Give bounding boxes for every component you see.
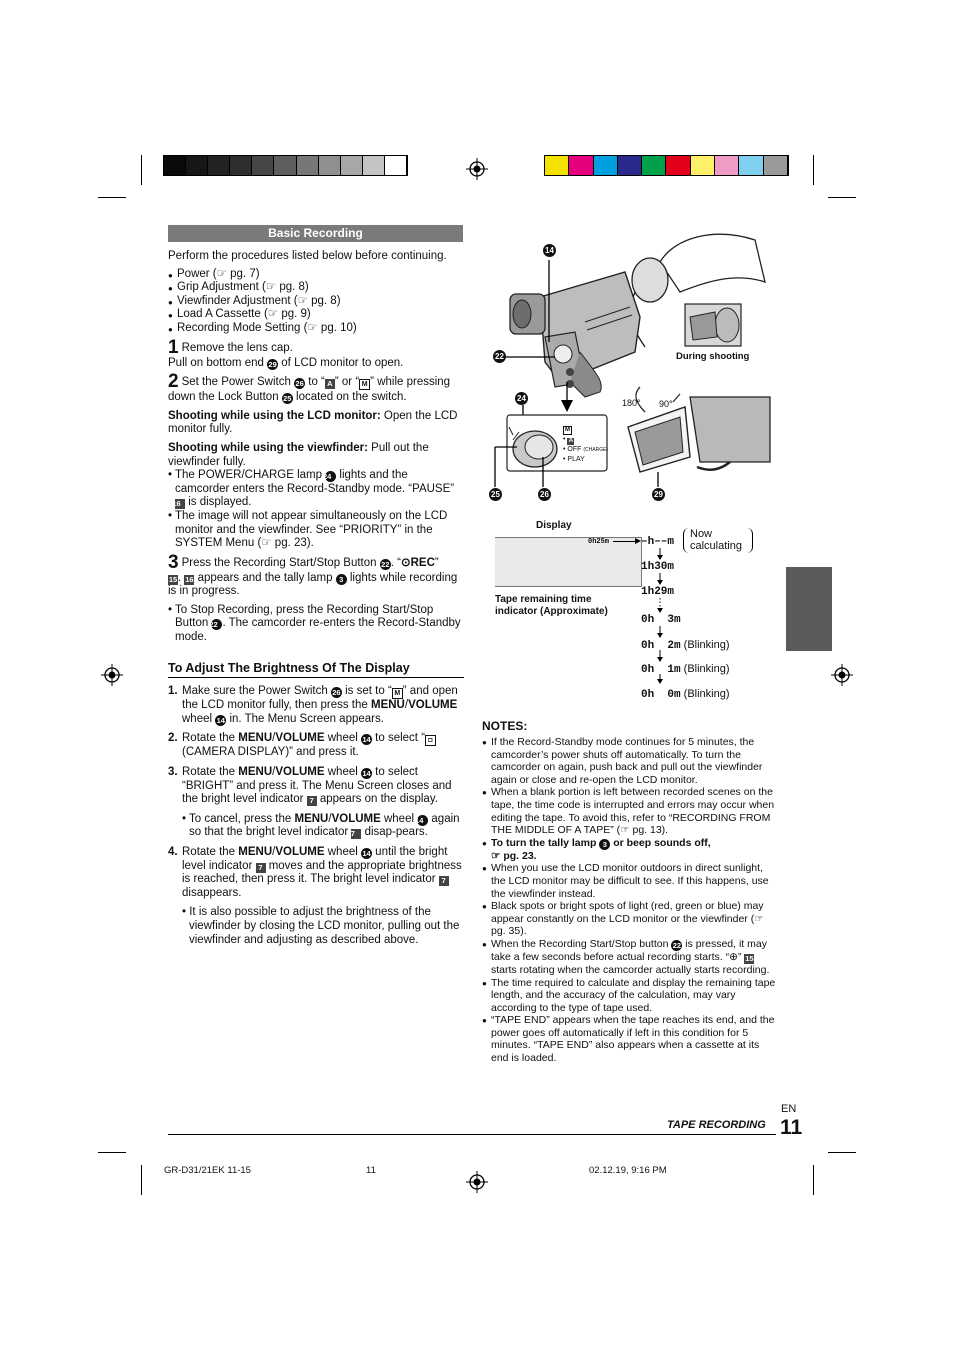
tape-row: 0h 0m (Blinking) xyxy=(641,688,730,701)
step-1: 1 Remove the lens cap. Pull on bottom end 29 of LCD monitor to open. xyxy=(168,336,404,369)
viewfinder-note-2: • The image will not appear simultaneously on the LCD monitor and the viewfinder. See “PRIORITY” in the SYSTEM Menu (☞ pg. 23). xyxy=(168,509,448,550)
note-item: ● “TAPE END” appears when the tape reaches its end, and the power goes off automatically if left in this condition for 5 minutes. “TAPE END” also appears when a cassette at its end is loaded. xyxy=(482,1014,777,1064)
tape-row: –h––m xyxy=(641,536,675,548)
viewfinder-note-1: • The POWER/CHARGE lamp 24 lights and the camcorder enters the Record-Standby mode. “PAUSE” 16 is displayed. xyxy=(168,469,455,509)
callout-26: 26 xyxy=(538,488,551,501)
registration-mark-icon xyxy=(831,664,853,686)
note-item: ● The time required to calculate and display the remaining tape length, and the accuracy of the calculation, may vary according to the type of tape used. xyxy=(482,977,777,1015)
footer-section: TAPE RECORDING xyxy=(667,1119,766,1131)
lcd-shooting-para: Shooting while using the LCD monitor: Open the LCD monitor fully. xyxy=(168,409,458,436)
brightness-step-4: 4. Rotate the MENU/VOLUME wheel 14 until the bright level indicator 7 moves and the appropriate brightness is reached, then press it. The bright level indicator 7 disappears. xyxy=(168,846,462,899)
color-swatch xyxy=(252,156,274,175)
list-item: ● Recording Mode Setting (☞ pg. 10) xyxy=(168,322,464,336)
callout-22: 22 xyxy=(493,350,506,363)
color-swatch xyxy=(569,156,593,175)
section-thumb-tab xyxy=(786,567,832,651)
tape-arrows xyxy=(655,546,665,686)
callout-25: 25 xyxy=(489,488,502,501)
callout-24: 24 xyxy=(515,392,528,405)
crop-mark xyxy=(98,197,126,198)
crop-mark xyxy=(141,155,142,185)
tape-row: 1h29m xyxy=(641,586,675,598)
crop-mark xyxy=(828,197,856,198)
note-item: ● Black spots or bright spots of light (red, green or blue) may appear constantly on the LCD monitor or the viewfinder (☞ pg. 35). xyxy=(482,900,777,938)
angle-180-label: 180° xyxy=(622,398,641,408)
registration-mark-icon xyxy=(101,664,123,686)
page-ref-icon: ☞ xyxy=(267,308,279,321)
crop-mark xyxy=(141,1165,142,1195)
note-item: ● If the Record-Standby mode continues for 5 minutes, the camcorder’s power shuts off automatically. To turn the camcorder on again, push back and pull out the viewfinder again or close and re-open the LCD monitor. xyxy=(482,736,777,786)
notes-title: NOTES: xyxy=(482,719,528,733)
rotate-icon: ⊕ xyxy=(729,950,738,963)
stop-recording-note: • To Stop Recording, press the Recording Start/Stop Button 22 . The camcorder re-enters the Record-Standby mode. xyxy=(168,603,461,644)
intro-text: Perform the procedures listed below before continuing. xyxy=(168,250,447,262)
color-swatch xyxy=(319,156,341,175)
color-swatch xyxy=(764,156,788,175)
brightness-step-2: 2. Rotate the MENU/VOLUME wheel 14 to select “ ◘ (CAMERA DISPLAY)” and press it. xyxy=(168,732,464,760)
color-swatch xyxy=(230,156,252,175)
display-screen-value: 0h25m xyxy=(588,538,610,546)
color-swatch xyxy=(545,156,569,175)
note-item: ● When the Recording Start/Stop button 22 is pressed, it may take a few seconds before actual recording starts. “⊕” 15 starts rotating when the camcorder actually starts recording. xyxy=(482,938,777,977)
step-2: 2 Set the Power Switch 26 to “ A ” or “ M ” while pressing down the Lock Button 25 located on the switch. xyxy=(168,371,451,404)
callout-14: 14 xyxy=(543,244,556,257)
color-swatch xyxy=(297,156,319,175)
section-title: Basic Recording xyxy=(168,225,463,242)
rec-indicator: ⊙REC xyxy=(400,556,435,569)
page-ref-icon: ☞ xyxy=(261,537,272,550)
note-item: ● When a blank portion is left between recorded scenes on the tape, the time code is interrupted and errors may occur when editing the tape. To avoid this, refer to “RECORDING FROM THE MIDDLE OF A TAPE” (☞ pg. 13). xyxy=(482,786,777,836)
color-swatch xyxy=(715,156,739,175)
print-file: GR-D31/21EK 11-15 xyxy=(164,1165,251,1176)
camera-display-icon: ◘ xyxy=(425,735,436,746)
page-ref-icon: ☞ xyxy=(754,912,764,925)
brightness-step-1: 1. Make sure the Power Switch 26 is set to “ M ” and open the LCD monitor fully, then press the MENU/VOLUME wheel 14 in. The Menu Screen appears. xyxy=(168,685,458,725)
page-ref-icon: ☞ xyxy=(307,321,318,334)
list-item: ● Viewfinder Adjustment (☞ pg. 8) xyxy=(168,295,464,309)
viewfinder-brightness-note: • It is also possible to adjust the brightness of the viewfinder by closing the LCD monitor, pulling out the viewfinder and adjusting as described above. xyxy=(182,906,460,946)
page-ref-icon: ☞ xyxy=(620,824,630,837)
camcorder-illustration xyxy=(485,222,775,512)
callout-29: 29 xyxy=(652,488,665,501)
page-ref-icon: ☞ xyxy=(265,281,277,294)
left-column xyxy=(168,250,464,947)
prereq-list xyxy=(168,268,464,336)
color-swatch xyxy=(274,156,296,175)
step-3: 3 Press the Recording Start/Stop Button 22. “⊙REC” 15. 16 appears and the tally lamp 3 lights while recording is in progress. xyxy=(168,551,458,598)
print-sheet: 11 xyxy=(366,1165,376,1176)
color-swatch xyxy=(186,156,208,175)
display-label: Display xyxy=(536,520,572,531)
registration-mark-icon xyxy=(466,158,488,180)
print-date: 02.12.19, 9:16 PM xyxy=(589,1165,667,1176)
color-swatch xyxy=(618,156,642,175)
angle-90-label: 90° xyxy=(659,399,673,409)
crop-mark xyxy=(98,1152,126,1153)
list-item: ● Grip Adjustment (☞ pg. 8) xyxy=(168,281,464,295)
auto-mode-icon: A xyxy=(325,379,335,389)
color-swatch xyxy=(594,156,618,175)
grayscale-color-bar xyxy=(163,155,408,176)
viewfinder-shooting-para: Shooting while using the viewfinder: Pull out the viewfinder fully. xyxy=(168,441,429,468)
color-swatch xyxy=(642,156,666,175)
page-ref-icon: ☞ xyxy=(216,267,227,280)
footer-rule xyxy=(168,1134,776,1135)
registration-mark-icon xyxy=(466,1171,488,1193)
page-ref-icon: ☞ xyxy=(491,849,501,862)
brightness-step-3: 3. Rotate the MENU/VOLUME wheel 14 to select “BRIGHT” and press it. The Menu Screen closes and the bright level indicator 7 appears on the display. xyxy=(168,766,452,806)
color-swatch xyxy=(363,156,385,175)
note-item: ● To turn the tally lamp 3 or beep sounds off, ☞ pg. 23. xyxy=(482,837,777,863)
brightness-title: To Adjust The Brightness Of The Display xyxy=(168,662,464,679)
brightness-cancel-note: • To cancel, press the MENU/VOLUME wheel 14 again so that the bright level indicator 7 disap-pears. xyxy=(182,812,460,839)
page-ref-icon: ☞ xyxy=(297,294,308,307)
color-swatch xyxy=(739,156,763,175)
process-color-bar xyxy=(544,155,789,176)
power-switch-labels: M • A • OFF (CHARGE) • PLAY xyxy=(563,427,609,463)
notes-list xyxy=(482,736,777,1065)
tape-row: 0h 1m (Blinking) xyxy=(641,663,730,676)
color-swatch xyxy=(341,156,363,175)
color-swatch xyxy=(691,156,715,175)
color-swatch xyxy=(208,156,230,175)
list-item: ● Power (☞ pg. 7) xyxy=(168,268,464,282)
color-swatch xyxy=(164,156,186,175)
crop-mark xyxy=(813,155,814,185)
color-swatch xyxy=(385,156,407,175)
tape-row: 1h30m xyxy=(641,561,675,573)
list-item: ● Load A Cassette (☞ pg. 9) xyxy=(168,308,464,322)
display-arrow xyxy=(613,541,637,542)
during-shooting-label: During shooting xyxy=(676,351,750,362)
tape-indicator-label: Tape remaining time indicator (Approximate) xyxy=(495,594,608,617)
language-label: EN xyxy=(781,1103,797,1115)
crop-mark xyxy=(828,1152,856,1153)
note-item: ● When you use the LCD monitor outdoors in direct sunlight, the LCD monitor may be difficult to see. If this happens, use the viewfinder instead. xyxy=(482,862,777,900)
tape-row: 0h 3m xyxy=(641,614,681,626)
tape-row: 0h 2m (Blinking) xyxy=(641,639,730,652)
page-number: 11 xyxy=(780,1116,803,1139)
now-calculating: Now calculating xyxy=(683,528,753,553)
manual-mode-icon: M xyxy=(359,379,370,390)
crop-mark xyxy=(813,1165,814,1195)
display-screen xyxy=(495,537,642,587)
color-swatch xyxy=(666,156,690,175)
